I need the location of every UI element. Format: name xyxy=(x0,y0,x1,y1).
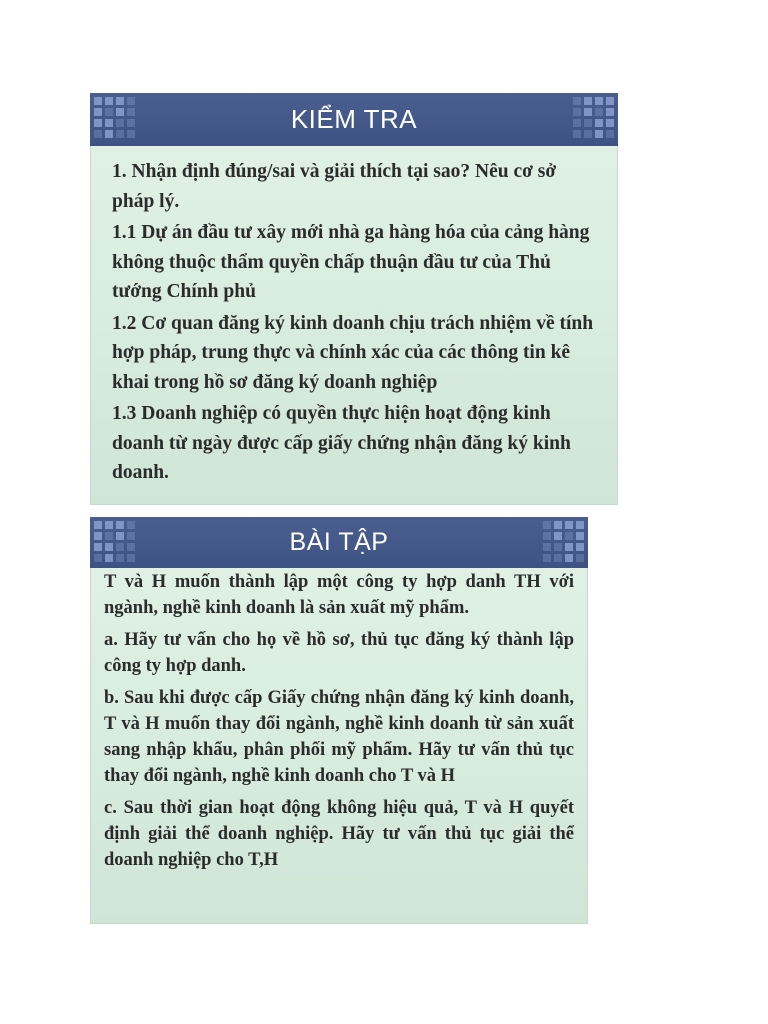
exercise-part-b: b. Sau khi được cấp Giấy chứng nhận đăng ký kinh doanh, T và H muốn thay đổi ngành, nghề kinh doanh từ sản xuất sang nhập khẩu, phân phối mỹ phẩm. Hãy tư vấn thủ tục thay đổi ngành, nghề kinh doanh cho T và H xyxy=(104,688,574,786)
question-intro: 1. Nhận định đúng/sai và giải thích tại sao? Nêu cơ sở pháp lý. xyxy=(112,161,557,212)
decorative-squares-icon xyxy=(543,521,584,562)
question-1-2: 1.2 Cơ quan đăng ký kinh doanh chịu trách nhiệm về tính hợp pháp, trung thực và chính xác của các thông tin kê khai trong hồ sơ đăng ký doanh nghiệp xyxy=(112,312,594,393)
decorative-squares-icon xyxy=(94,521,135,562)
slide-body xyxy=(90,569,588,873)
question-1-1: 1.1 Dự án đầu tư xây mới nhà ga hàng hóa của cảng hàng không thuộc thẩm quyền chấp thuận đầu tư của Thủ tướng Chính phủ xyxy=(112,222,590,302)
slide-title: BÀI TẬP xyxy=(289,528,389,556)
slide-header xyxy=(90,93,618,146)
exercise-part-a: a. Hãy tư vấn cho họ về hồ sơ, thủ tục đăng ký thành lập công ty hợp danh. xyxy=(104,630,574,676)
exercise-part-c: c. Sau thời gian hoạt động không hiệu quả, T và H quyết định giải thể doanh nghiệp. Hãy tư vấn thủ tục giải thể doanh nghiệp cho T,H xyxy=(104,798,574,870)
slide-kiem-tra xyxy=(90,93,618,505)
decorative-squares-icon xyxy=(94,97,135,138)
slide-header xyxy=(90,517,588,568)
slide-body xyxy=(90,157,618,488)
decorative-squares-icon xyxy=(573,97,614,138)
slide-title: KIỂM TRA xyxy=(290,104,418,134)
slide-bai-tap xyxy=(90,517,588,924)
exercise-intro: T và H muốn thành lập một công ty hợp danh TH với ngành, nghề kinh doanh là sản xuất mỹ phẩm. xyxy=(104,572,574,618)
question-1-3: 1.3 Doanh nghiệp có quyền thực hiện hoạt động kinh doanh từ ngày được cấp giấy chứng nhận đăng ký kinh doanh. xyxy=(112,403,571,483)
